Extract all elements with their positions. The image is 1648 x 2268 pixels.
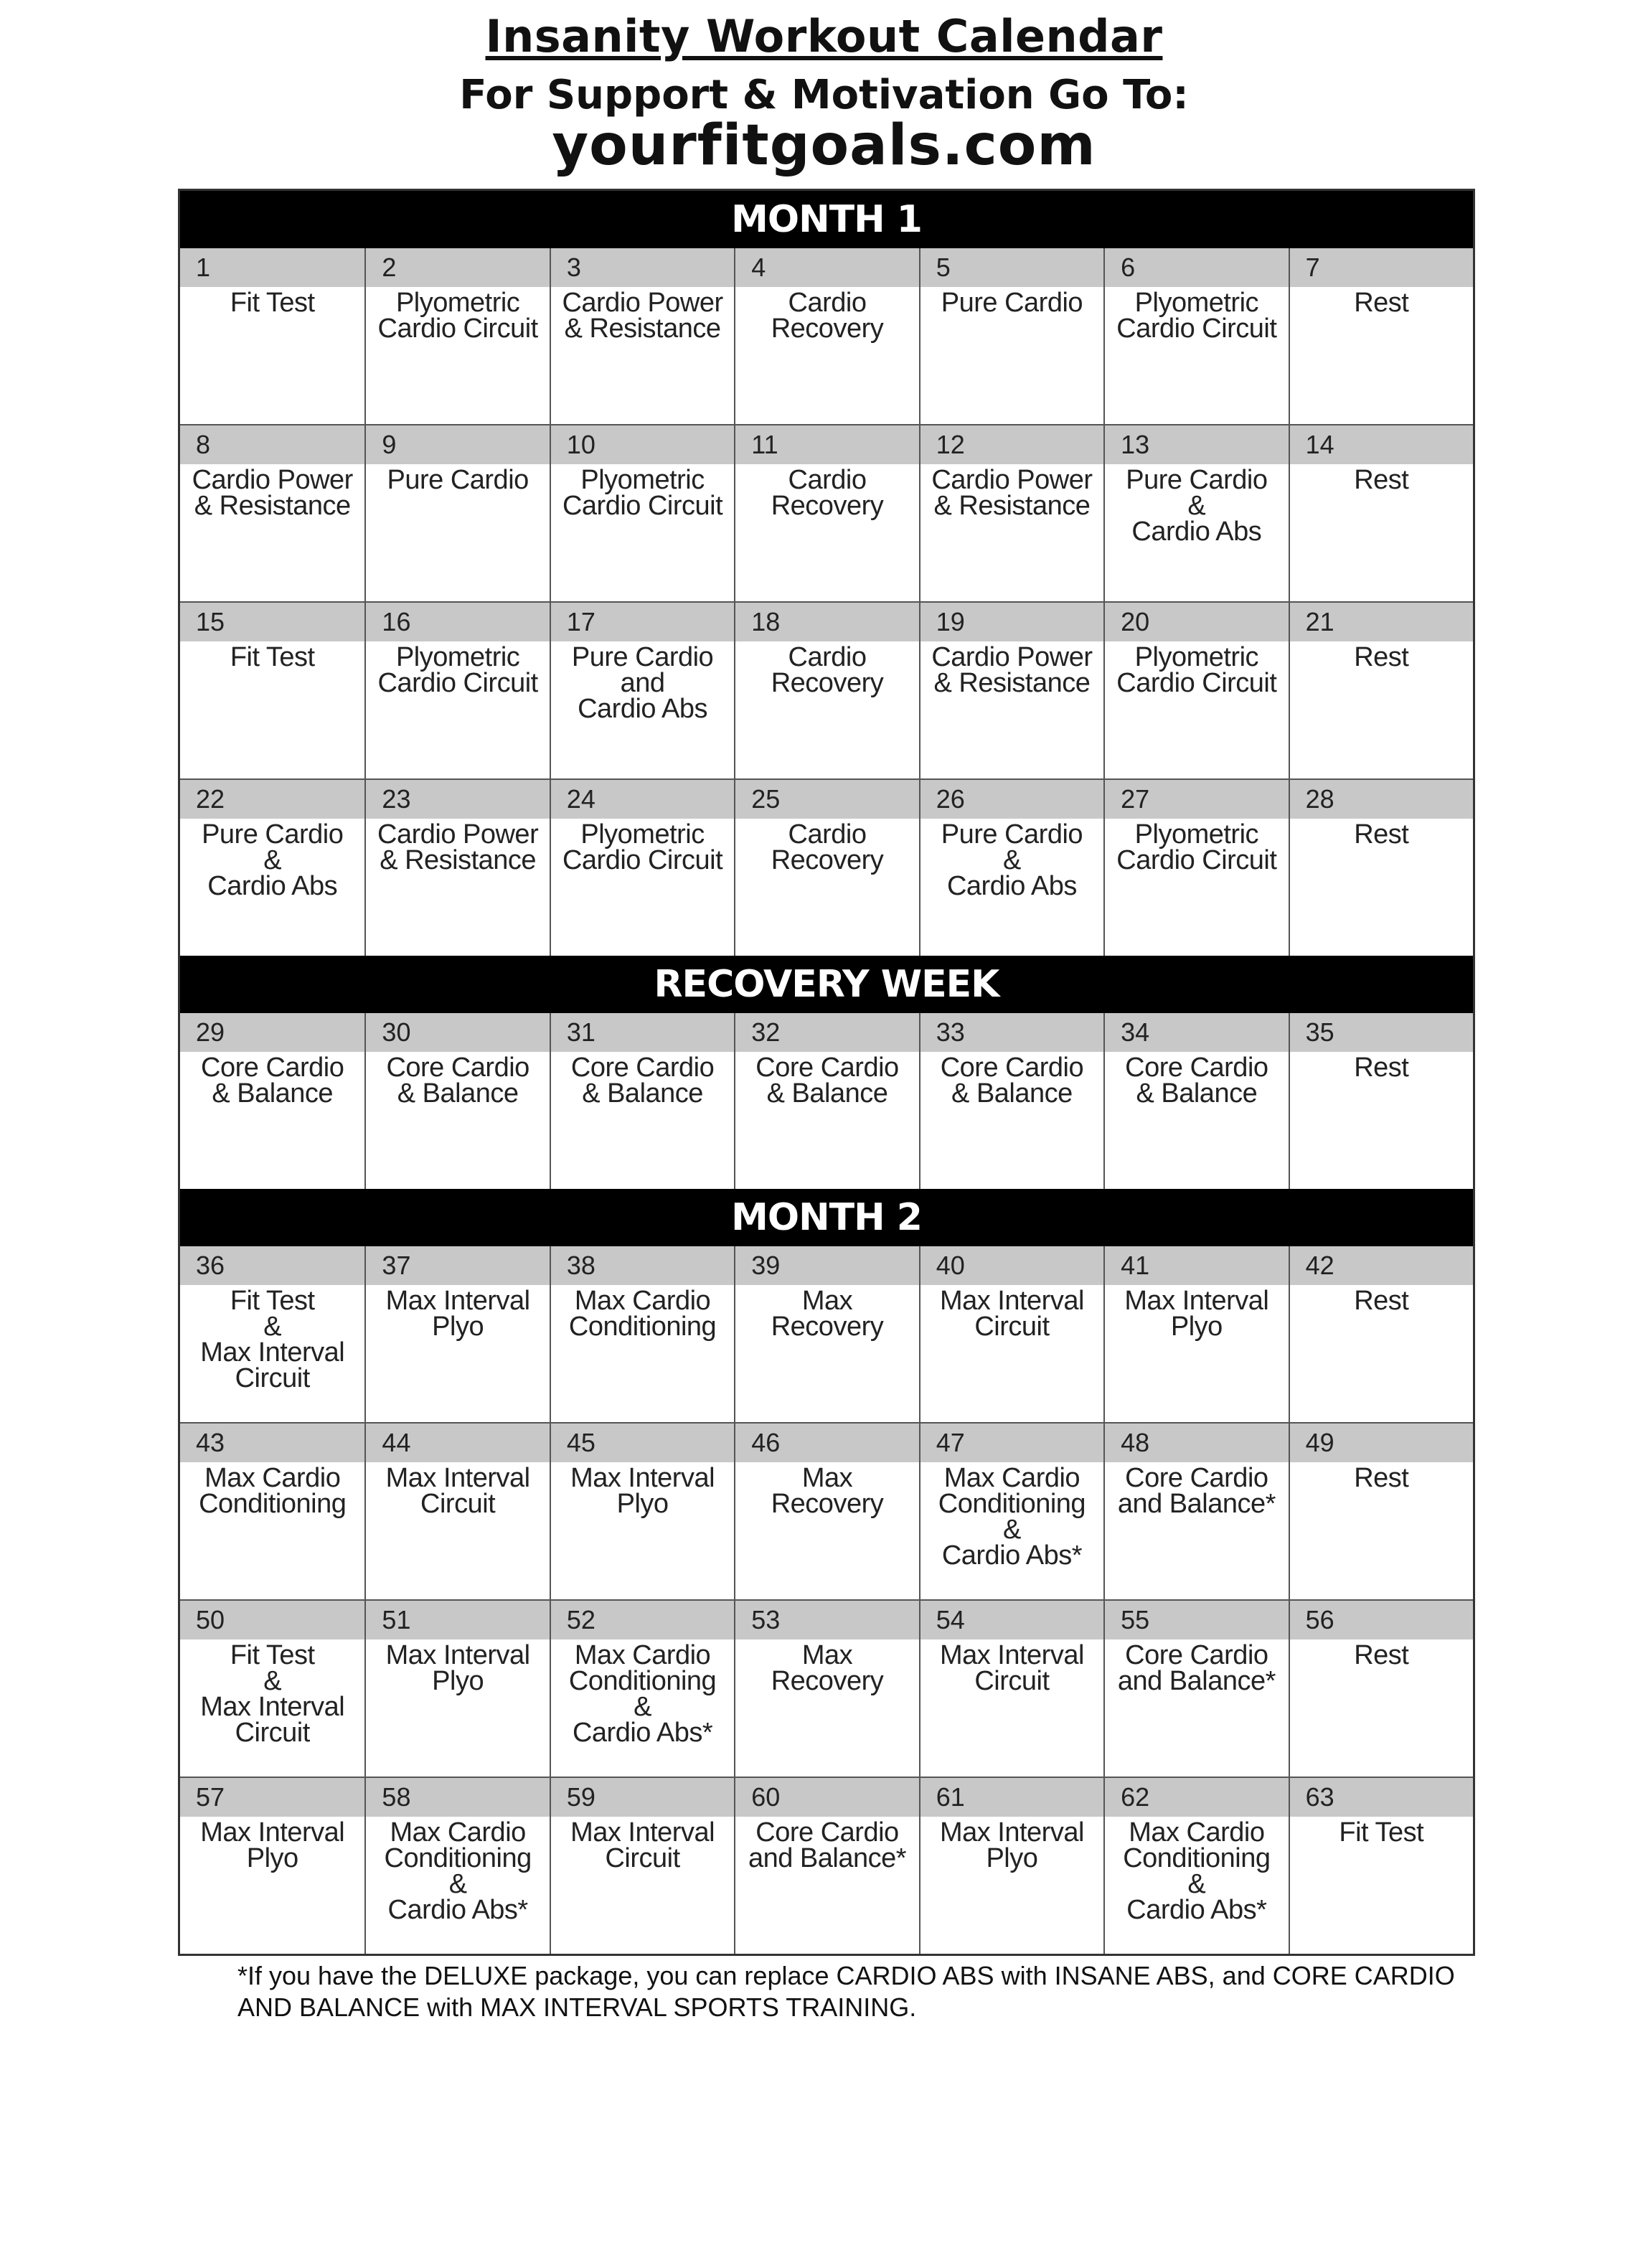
day-cell (1289, 425, 1473, 601)
day-cell (180, 780, 364, 956)
day-number: 55 (1105, 1601, 1288, 1639)
workout-name: Cardio Power & Resistance (377, 819, 539, 875)
day-cell (550, 248, 734, 424)
workout-name: Pure Cardio & Cardio Abs (941, 819, 1083, 901)
day-cell (364, 1778, 549, 1954)
day-number: 39 (735, 1246, 918, 1285)
day-number: 31 (551, 1013, 734, 1052)
day-cell (919, 1424, 1103, 1599)
week-row (180, 601, 1473, 778)
day-number: 37 (366, 1246, 549, 1285)
day-number: 41 (1105, 1246, 1288, 1285)
day-cell (919, 248, 1103, 424)
day-cell (1289, 1013, 1473, 1189)
day-number: 63 (1290, 1778, 1473, 1817)
workout-name: Fit Test (230, 288, 315, 318)
workout-name: Max Interval Plyo (385, 1640, 530, 1696)
week-row (180, 1422, 1473, 1599)
day-number: 32 (735, 1013, 918, 1052)
day-cell (1103, 780, 1288, 956)
workout-name: Fit Test (230, 642, 315, 672)
day-number: 15 (180, 603, 364, 641)
workout-calendar (178, 189, 1475, 1956)
workout-name: Max Interval Plyo (1124, 1286, 1269, 1342)
workout-name: Max Recovery (771, 1286, 884, 1342)
day-number: 16 (366, 603, 549, 641)
day-cell (1289, 780, 1473, 956)
day-cell (1103, 1246, 1288, 1422)
day-number: 1 (180, 248, 364, 287)
workout-name: Max Recovery (771, 1640, 884, 1696)
day-number: 46 (735, 1424, 918, 1462)
workout-name: Plyometric Cardio Circuit (562, 465, 723, 521)
day-number: 10 (551, 425, 734, 464)
workout-name: Core Cardio & Balance (940, 1053, 1084, 1109)
day-number: 57 (180, 1778, 364, 1817)
workout-name: Cardio Recovery (771, 465, 884, 521)
workout-name: Core Cardio & Balance (755, 1053, 899, 1109)
day-number: 33 (920, 1013, 1103, 1052)
day-number: 25 (735, 780, 918, 819)
workout-name: Core Cardio and Balance* (1117, 1640, 1276, 1696)
workout-name: Rest (1354, 465, 1409, 495)
day-number: 53 (735, 1601, 918, 1639)
day-cell (364, 425, 549, 601)
workout-name: Fit Test & Max Interval Circuit (200, 1286, 345, 1393)
workout-name: Core Cardio and Balance* (748, 1817, 907, 1873)
day-cell (1103, 425, 1288, 601)
workout-name: Max Interval Plyo (570, 1463, 715, 1519)
workout-name: Rest (1354, 1053, 1409, 1083)
day-cell (1103, 1013, 1288, 1189)
day-number: 27 (1105, 780, 1288, 819)
day-number: 21 (1290, 603, 1473, 641)
workout-name: Plyometric Cardio Circuit (377, 288, 538, 344)
day-cell (1289, 1424, 1473, 1599)
workout-name: Max Interval Plyo (385, 1286, 530, 1342)
day-cell (919, 603, 1103, 778)
day-cell (734, 1601, 918, 1777)
workout-name: Max Interval Plyo (939, 1817, 1084, 1873)
website-name: yourfitgoals.com (552, 113, 1096, 178)
workout-name: Max Interval Circuit (939, 1640, 1084, 1696)
workout-name: Rest (1354, 1286, 1409, 1316)
workout-name: Cardio Power & Resistance (562, 288, 723, 344)
day-number: 13 (1105, 425, 1288, 464)
day-cell (180, 1246, 364, 1422)
workout-name: Max Cardio Conditioning (199, 1463, 347, 1519)
day-cell (364, 248, 549, 424)
workout-name: Cardio Recovery (771, 819, 884, 875)
day-cell (1103, 248, 1288, 424)
workout-name: Pure Cardio and Cardio Abs (571, 642, 714, 724)
workout-name: Max Interval Circuit (570, 1817, 715, 1873)
day-cell (364, 603, 549, 778)
day-cell (180, 1601, 364, 1777)
workout-name: Cardio Recovery (771, 288, 884, 344)
day-cell (180, 1424, 364, 1599)
day-cell (919, 780, 1103, 956)
workout-name: Max Recovery (771, 1463, 884, 1519)
day-number: 35 (1290, 1013, 1473, 1052)
workout-name: Core Cardio & Balance (201, 1053, 344, 1109)
day-number: 34 (1105, 1013, 1288, 1052)
day-cell (734, 1778, 918, 1954)
day-cell (734, 1246, 918, 1422)
day-number: 43 (180, 1424, 364, 1462)
day-number: 48 (1105, 1424, 1288, 1462)
day-cell (734, 780, 918, 956)
workout-name: Core Cardio & Balance (1125, 1053, 1268, 1109)
day-number: 9 (366, 425, 549, 464)
day-number: 29 (180, 1013, 364, 1052)
day-cell (1103, 1778, 1288, 1954)
day-cell (180, 1013, 364, 1189)
workout-name: Core Cardio and Balance* (1117, 1463, 1276, 1519)
workout-name: Max Cardio Conditioning (568, 1286, 717, 1342)
day-number: 45 (551, 1424, 734, 1462)
day-cell (550, 603, 734, 778)
day-number: 51 (366, 1601, 549, 1639)
day-number: 56 (1290, 1601, 1473, 1639)
day-cell (550, 1246, 734, 1422)
day-cell (550, 1601, 734, 1777)
day-cell (1289, 1246, 1473, 1422)
day-number: 59 (551, 1778, 734, 1817)
day-cell (550, 1424, 734, 1599)
workout-name: Fit Test & Max Interval Circuit (200, 1640, 345, 1748)
day-cell (180, 1778, 364, 1954)
day-cell (1289, 603, 1473, 778)
day-cell (550, 425, 734, 601)
day-number: 24 (551, 780, 734, 819)
week-row (180, 1013, 1473, 1189)
day-number: 54 (920, 1601, 1103, 1639)
workout-name: Pure Cardio & Cardio Abs (1126, 465, 1268, 547)
day-number: 18 (735, 603, 918, 641)
day-number: 14 (1290, 425, 1473, 464)
workout-name: Max Cardio Conditioning & Cardio Abs* (384, 1817, 532, 1925)
day-number: 60 (735, 1778, 918, 1817)
day-number: 50 (180, 1601, 364, 1639)
workout-name: Cardio Recovery (771, 642, 884, 698)
day-cell (919, 1013, 1103, 1189)
day-number: 61 (920, 1778, 1103, 1817)
day-number: 47 (920, 1424, 1103, 1462)
day-cell (364, 1601, 549, 1777)
day-number: 52 (551, 1601, 734, 1639)
day-cell (364, 1013, 549, 1189)
day-cell (1289, 1778, 1473, 1954)
footnote: *If you have the DELUXE package, you can replace CARDIO ABS with INSANE ABS, and CORE CARDIO AND BALANCE with MAX INTERVAL SPORTS TRAINING. (237, 1961, 1455, 2022)
day-cell (734, 248, 918, 424)
workout-name: Core Cardio & Balance (570, 1053, 715, 1109)
workout-name: Pure Cardio (941, 288, 1083, 318)
day-number: 4 (735, 248, 918, 287)
day-cell (1103, 1601, 1288, 1777)
workout-name: Fit Test (1339, 1817, 1424, 1848)
day-cell (180, 248, 364, 424)
day-cell (550, 1013, 734, 1189)
workout-name: Plyometric Cardio Circuit (562, 819, 723, 875)
day-cell (919, 425, 1103, 601)
day-number: 5 (920, 248, 1103, 287)
day-cell (734, 1013, 918, 1189)
day-number: 11 (735, 425, 918, 464)
section-banner: MONTH 1 (180, 191, 1473, 248)
week-row (180, 1246, 1473, 1422)
day-cell (1103, 1424, 1288, 1599)
day-number: 30 (366, 1013, 549, 1052)
day-cell (919, 1246, 1103, 1422)
day-number: 8 (180, 425, 364, 464)
section-banner: MONTH 2 (180, 1189, 1473, 1246)
workout-name: Rest (1354, 1463, 1409, 1493)
workout-name: Plyometric Cardio Circuit (1116, 642, 1277, 698)
day-number: 38 (551, 1246, 734, 1285)
day-cell (734, 603, 918, 778)
day-cell (734, 425, 918, 601)
day-number: 12 (920, 425, 1103, 464)
day-number: 36 (180, 1246, 364, 1285)
workout-name: Plyometric Cardio Circuit (1116, 288, 1277, 344)
day-number: 6 (1105, 248, 1288, 287)
day-number: 23 (366, 780, 549, 819)
workout-name: Max Interval Circuit (939, 1286, 1084, 1342)
day-cell (180, 603, 364, 778)
day-cell (919, 1601, 1103, 1777)
day-number: 49 (1290, 1424, 1473, 1462)
day-number: 58 (366, 1778, 549, 1817)
workout-name: Plyometric Cardio Circuit (1116, 819, 1277, 875)
day-number: 7 (1290, 248, 1473, 287)
day-cell (1289, 248, 1473, 424)
day-number: 40 (920, 1246, 1103, 1285)
day-cell (550, 780, 734, 956)
workout-name: Max Interval Plyo (200, 1817, 345, 1873)
workout-name: Cardio Power & Resistance (931, 465, 1093, 521)
day-number: 17 (551, 603, 734, 641)
day-cell (1103, 603, 1288, 778)
day-number: 44 (366, 1424, 549, 1462)
section-banner: RECOVERY WEEK (180, 956, 1473, 1013)
day-number: 62 (1105, 1778, 1288, 1817)
week-row (180, 248, 1473, 424)
workout-name: Cardio Power & Resistance (931, 642, 1093, 698)
workout-name: Pure Cardio (387, 465, 529, 495)
week-row (180, 1599, 1473, 1777)
workout-name: Max Cardio Conditioning & Cardio Abs* (1123, 1817, 1271, 1925)
day-cell (550, 1778, 734, 1954)
workout-name: Cardio Power & Resistance (192, 465, 353, 521)
day-number: 19 (920, 603, 1103, 641)
day-number: 2 (366, 248, 549, 287)
day-cell (734, 1424, 918, 1599)
workout-name: Max Cardio Conditioning & Cardio Abs* (568, 1640, 717, 1748)
day-number: 22 (180, 780, 364, 819)
day-cell (364, 780, 549, 956)
workout-name: Rest (1354, 642, 1409, 672)
day-cell (1289, 1601, 1473, 1777)
week-row (180, 1777, 1473, 1954)
day-cell (364, 1246, 549, 1422)
week-row (180, 424, 1473, 601)
workout-name: Pure Cardio & Cardio Abs (202, 819, 344, 901)
workout-name: Max Interval Circuit (385, 1463, 530, 1519)
day-number: 42 (1290, 1246, 1473, 1285)
week-row (180, 778, 1473, 956)
day-number: 28 (1290, 780, 1473, 819)
page-subtitle: For Support & Motivation Go To: (459, 72, 1189, 118)
workout-name: Rest (1354, 288, 1409, 318)
day-number: 20 (1105, 603, 1288, 641)
workout-name: Core Cardio & Balance (386, 1053, 529, 1109)
day-cell (919, 1778, 1103, 1954)
workout-name: Rest (1354, 1640, 1409, 1670)
workout-name: Plyometric Cardio Circuit (377, 642, 538, 698)
workout-name: Max Cardio Conditioning & Cardio Abs* (938, 1463, 1086, 1571)
workout-name: Rest (1354, 819, 1409, 850)
day-cell (180, 425, 364, 601)
day-number: 26 (920, 780, 1103, 819)
day-cell (364, 1424, 549, 1599)
day-number: 3 (551, 248, 734, 287)
page-title: Insanity Workout Calendar (485, 10, 1163, 62)
